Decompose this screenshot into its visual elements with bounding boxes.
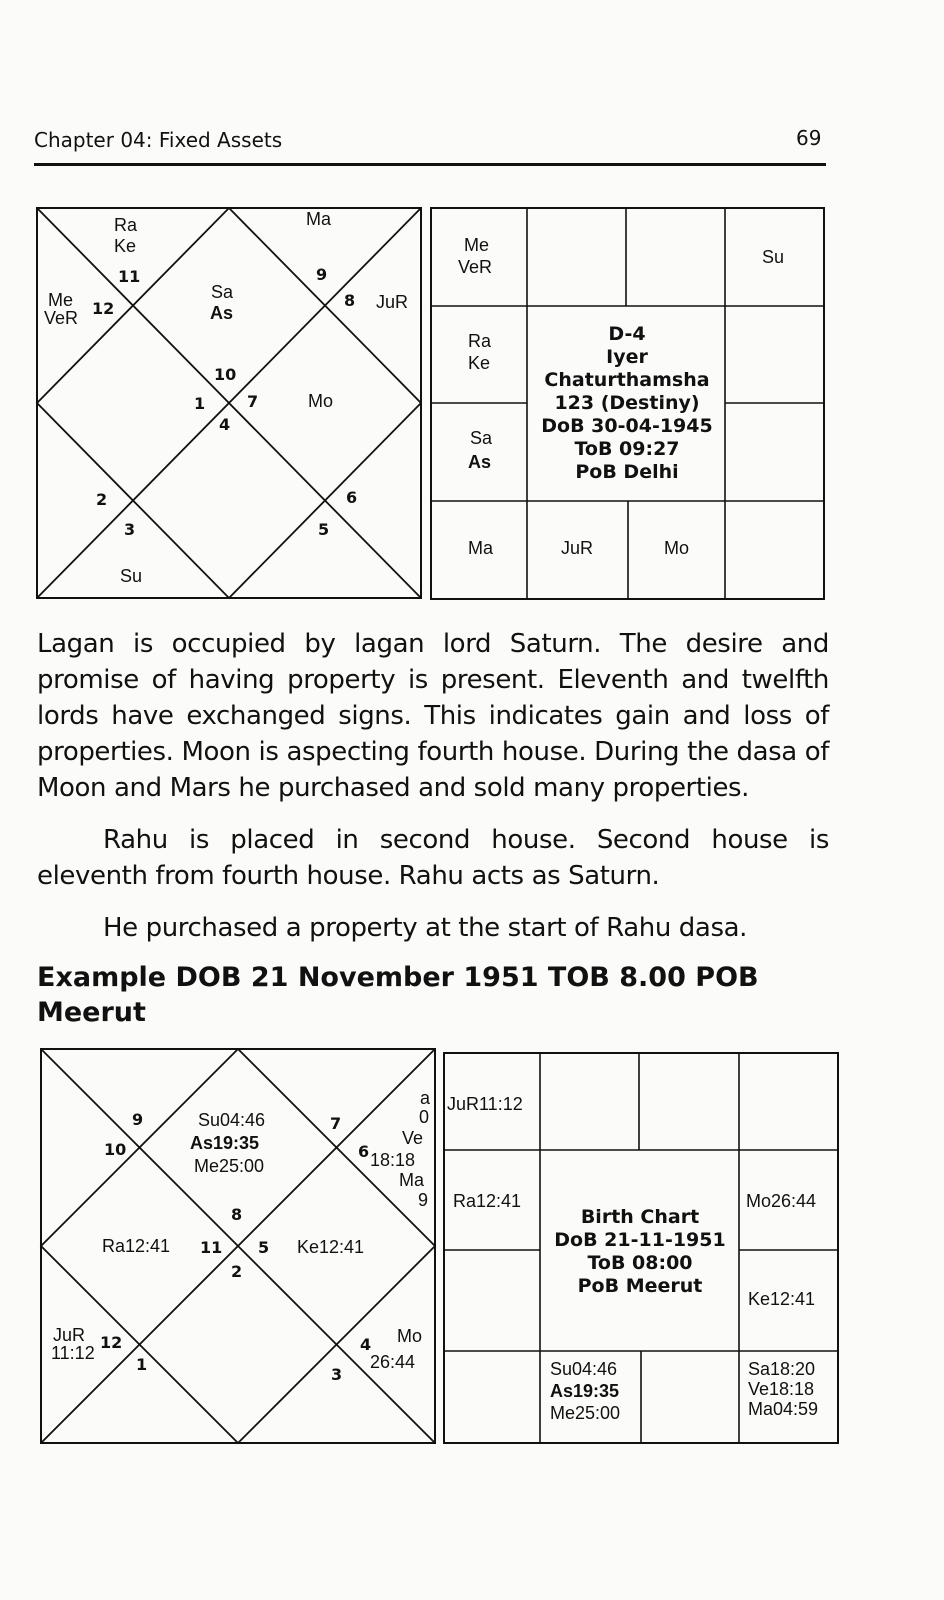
c2n-n9: 9 bbox=[132, 1110, 144, 1129]
c1n-su: Su bbox=[120, 566, 143, 586]
c2s-as: As19:35 bbox=[550, 1381, 620, 1401]
c2s-su: Su04:46 bbox=[550, 1359, 618, 1379]
c1n-n11: 11 bbox=[118, 267, 141, 286]
c1s-ke: Ke bbox=[468, 353, 491, 373]
c2n-n7: 7 bbox=[330, 1114, 342, 1133]
c2s-center-line: PoB Meerut bbox=[577, 1275, 703, 1297]
c1n-ra: Ra bbox=[114, 215, 138, 235]
c2n-ve: Ve bbox=[402, 1128, 424, 1148]
c2n-n12: 12 bbox=[100, 1333, 123, 1352]
c1n-sa: Sa bbox=[211, 282, 234, 302]
c1s-center-line: PoB Delhi bbox=[575, 461, 679, 483]
c2s-center-line: Birth Chart bbox=[580, 1206, 700, 1228]
c1s-center-line: Chaturthamsha bbox=[544, 369, 710, 391]
c1s-center-line: Iyer bbox=[606, 346, 648, 368]
c2s-ma: Ma04:59 bbox=[748, 1399, 819, 1419]
c1n-jur: JuR bbox=[376, 292, 409, 312]
c2s-ve: Ve18:18 bbox=[748, 1379, 815, 1399]
chart2-north-lines bbox=[40, 1048, 436, 1444]
c2n-su: Su04:46 bbox=[198, 1110, 266, 1130]
c1n-n6: 6 bbox=[346, 488, 358, 507]
chart1-north-lines bbox=[36, 207, 422, 599]
c1n-n12: 12 bbox=[92, 299, 115, 318]
c2n-ma-deg: 9 bbox=[418, 1190, 429, 1210]
c2n-mo: Mo bbox=[397, 1326, 423, 1346]
paragraph-2: Rahu is placed in second house. Second house is eleventh from fourth house. Rahu acts as Saturn. bbox=[37, 825, 829, 891]
c1n-ver: VeR bbox=[44, 308, 79, 328]
c1n-n2: 2 bbox=[96, 490, 108, 509]
c1s-center-line: ToB 09:27 bbox=[574, 438, 680, 460]
c2n-n10: 10 bbox=[104, 1140, 127, 1159]
c2s-ra: Ra12:41 bbox=[453, 1191, 522, 1211]
c2s-center bbox=[543, 1206, 737, 1298]
c1s-su: Su bbox=[762, 247, 785, 267]
c2s-me: Me25:00 bbox=[550, 1403, 621, 1423]
c1s-center-line: D-4 bbox=[608, 323, 646, 345]
c2n-n3: 3 bbox=[331, 1365, 343, 1384]
c2n-ra: Ra12:41 bbox=[102, 1236, 171, 1256]
c2n-n2: 2 bbox=[231, 1262, 243, 1281]
c2n-n11: 11 bbox=[200, 1238, 223, 1257]
c1s-ma: Ma bbox=[468, 538, 494, 558]
header-rule bbox=[34, 163, 826, 166]
c2n-me: Me25:00 bbox=[194, 1156, 265, 1176]
chart1-south-indian bbox=[430, 207, 825, 600]
c1n-n8: 8 bbox=[344, 291, 356, 310]
c2n-zero: 0 bbox=[419, 1107, 430, 1127]
c1s-center-line: DoB 30-04-1945 bbox=[541, 415, 713, 437]
c2s-mo: Mo26:44 bbox=[746, 1191, 817, 1211]
page-number: 69 bbox=[796, 126, 822, 150]
c2s-ke: Ke12:41 bbox=[748, 1289, 816, 1309]
paragraph-1: Lagan is occupied by lagan lord Saturn. The desire and promise of having property is present. Eleventh and twelfth lords have exchanged signs. This indicates gain and loss of properties. Moon is aspecting fourth house. During the dasa of Moon and Mars he purchased and sold many properties. bbox=[37, 629, 829, 803]
chart2-south-indian bbox=[443, 1052, 839, 1444]
c2n-ke: Ke12:41 bbox=[297, 1237, 365, 1257]
c2n-jur-deg: 11:12 bbox=[51, 1343, 95, 1363]
c2n-ma: Ma bbox=[399, 1170, 425, 1190]
c2n-ve-deg: 18:18 bbox=[370, 1150, 416, 1170]
c1s-jur: JuR bbox=[561, 538, 594, 558]
c2n-jur: JuR bbox=[53, 1325, 86, 1345]
c2n-n8: 8 bbox=[231, 1205, 243, 1224]
c2n-n6: 6 bbox=[358, 1142, 370, 1161]
c2n-as: As19:35 bbox=[190, 1133, 260, 1153]
c1s-center-line: 123 (Destiny) bbox=[554, 392, 700, 414]
c2n-n5: 5 bbox=[258, 1238, 270, 1257]
chart2-north-indian bbox=[40, 1048, 436, 1444]
c1n-n1: 1 bbox=[194, 394, 206, 413]
c1n-n9: 9 bbox=[316, 265, 328, 284]
c1n-ma: Ma bbox=[306, 209, 332, 229]
c1n-me: Me bbox=[48, 290, 74, 310]
c1n-as: As bbox=[210, 303, 234, 323]
c1n-n10: 10 bbox=[214, 365, 237, 384]
c1n-ke: Ke bbox=[114, 236, 137, 256]
c2s-center-line: DoB 21-11-1951 bbox=[554, 1229, 726, 1251]
c2n-mo-deg: 26:44 bbox=[370, 1352, 416, 1372]
c1s-ra: Ra bbox=[468, 331, 492, 351]
c1n-mo: Mo bbox=[308, 391, 334, 411]
c1s-ver: VeR bbox=[458, 257, 493, 277]
c1s-center bbox=[530, 323, 724, 484]
c2s-sa: Sa18:20 bbox=[748, 1359, 816, 1379]
c1s-sa: Sa bbox=[470, 428, 493, 448]
c2n-n4: 4 bbox=[360, 1335, 372, 1354]
c1s-mo: Mo bbox=[664, 538, 690, 558]
c1n-n4: 4 bbox=[219, 415, 231, 434]
c1s-me: Me bbox=[464, 235, 490, 255]
c2s-jur: JuR11:12 bbox=[447, 1094, 523, 1114]
c1s-as: As bbox=[468, 452, 492, 472]
example-heading: Example DOB 21 November 1951 TOB 8.00 POB Meerut bbox=[37, 962, 759, 1028]
c1n-n5: 5 bbox=[318, 520, 330, 539]
c2n-n1: 1 bbox=[136, 1355, 148, 1374]
c1n-n7: 7 bbox=[247, 392, 259, 411]
paragraph-3: He purchased a property at the start of Rahu dasa. bbox=[103, 913, 747, 943]
c1n-n3: 3 bbox=[124, 520, 136, 539]
chart1-north-indian bbox=[36, 207, 422, 599]
c2n-a: a bbox=[420, 1088, 431, 1108]
chapter-title: Chapter 04: Fixed Assets bbox=[34, 128, 283, 152]
c2s-center-line: ToB 08:00 bbox=[587, 1252, 693, 1274]
